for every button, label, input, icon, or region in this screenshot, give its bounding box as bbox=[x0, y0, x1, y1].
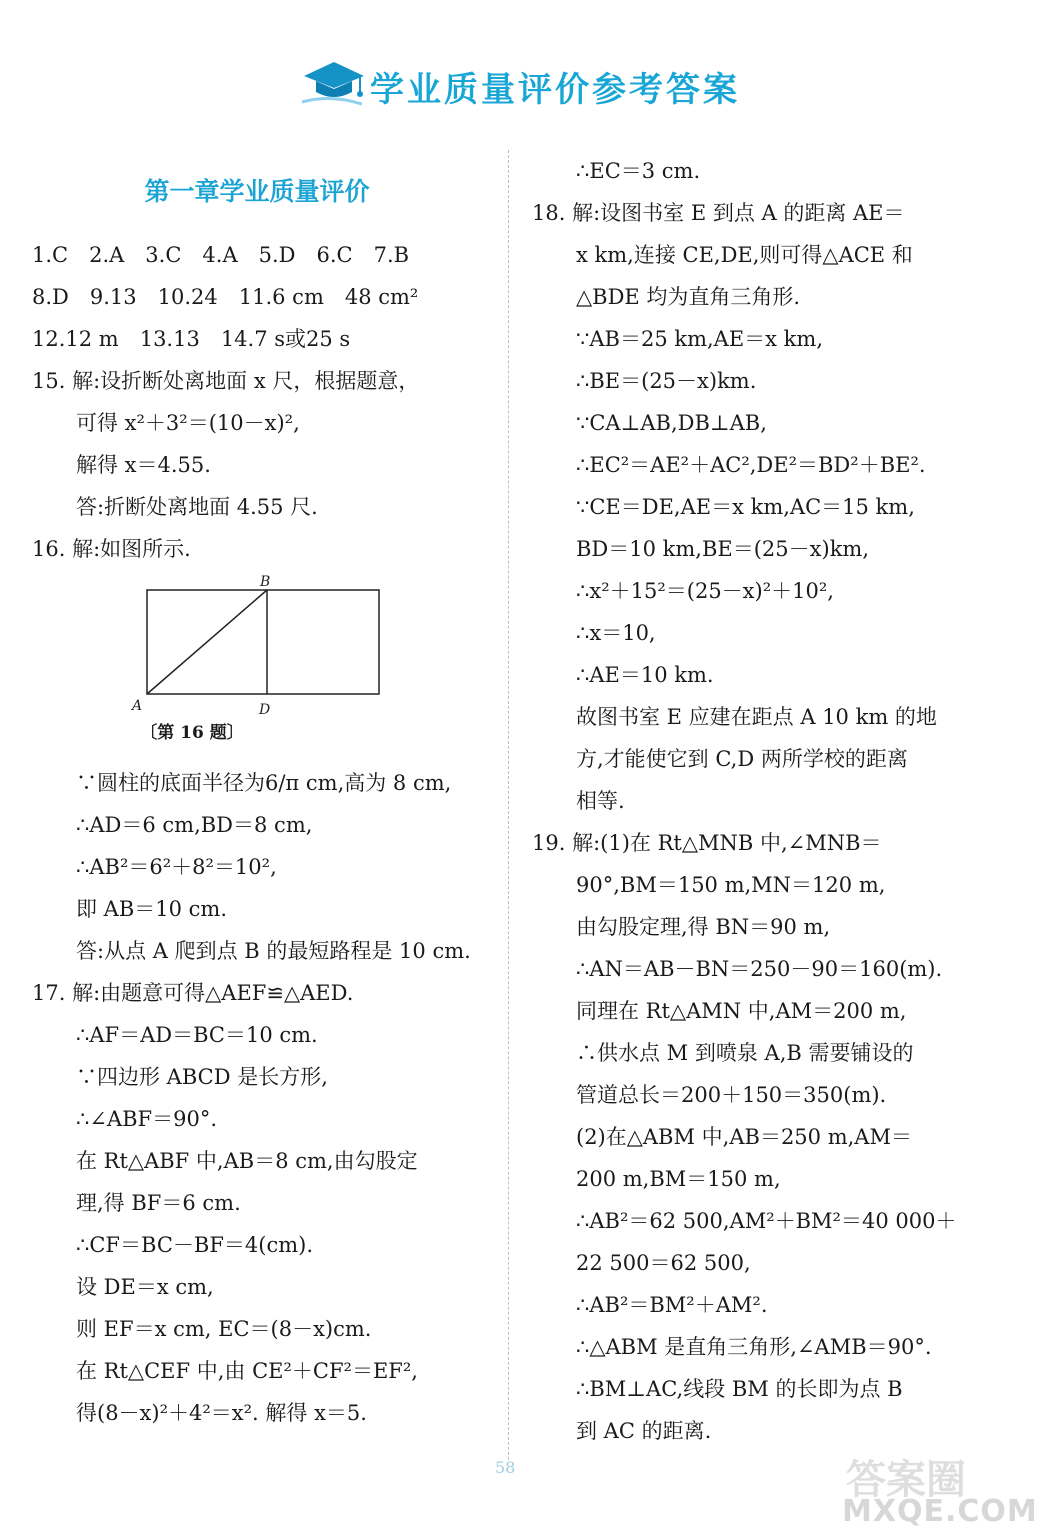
answer-line: 方,才能使它到 C,D 两所学校的距离 bbox=[576, 747, 908, 771]
answer-line: 可得 x²＋3²＝(10－x)², bbox=[76, 411, 300, 435]
label-b: B bbox=[260, 574, 271, 590]
answer-line: ∴BM⊥AC,线段 BM 的长即为点 B bbox=[576, 1377, 903, 1401]
answer-line: 则 EF＝x cm, EC＝(8－x)cm. bbox=[76, 1317, 372, 1341]
answer-line: △BDE 均为直角三角形. bbox=[576, 285, 801, 309]
answer-line: 设 DE＝x cm, bbox=[76, 1275, 214, 1299]
page-number: 58 bbox=[495, 1458, 516, 1477]
answer-line: ∴△ABM 是直角三角形,∠AMB＝90°. bbox=[576, 1335, 932, 1359]
answer-line: ∴AB²＝6²＋8²＝10², bbox=[76, 855, 277, 879]
answer-line: ∴AF＝AD＝BC＝10 cm. bbox=[76, 1023, 318, 1047]
rectangle-diagram bbox=[122, 570, 392, 720]
label-a: A bbox=[132, 698, 143, 714]
answer-line: ∵CA⊥AB,DB⊥AB, bbox=[576, 411, 767, 435]
answer-line: 17. 解:由题意可得△AEF≌△AED. bbox=[32, 981, 354, 1005]
answer-line: ∴x²＋15²＝(25－x)²＋10², bbox=[576, 579, 834, 603]
answer-line: ∴供水点 M 到喷泉 A,B 需要铺设的 bbox=[576, 1041, 914, 1065]
watermark-logo: 答案圈 bbox=[846, 1457, 966, 1503]
page-header bbox=[0, 52, 1014, 122]
chapter-title: 第一章学业质量评价 bbox=[144, 177, 370, 206]
answer-line: ∴CF＝BC－BF＝4(cm). bbox=[76, 1233, 313, 1257]
answer-line: 1.C 2.A 3.C 4.A 5.D 6.C 7.B bbox=[32, 243, 410, 267]
answer-line: 答:从点 A 爬到点 B 的最短路程是 10 cm. bbox=[76, 939, 471, 963]
answer-line: ∴BE＝(25－x)km. bbox=[576, 369, 757, 393]
answer-line: 答:折断处离地面 4.55 尺. bbox=[76, 495, 318, 519]
answer-line: ∴∠ABF＝90°. bbox=[76, 1107, 218, 1131]
right-column bbox=[532, 150, 982, 1452]
answer-line: 到 AC 的距离. bbox=[576, 1419, 712, 1443]
answer-line: 在 Rt△CEF 中,由 CE²＋CF²＝EF², bbox=[76, 1359, 418, 1383]
answer-line: 由勾股定理,得 BN＝90 m, bbox=[576, 915, 831, 939]
answer-line: (2)在△ABM 中,AB＝250 m,AM＝ bbox=[576, 1125, 912, 1149]
answer-line: 故图书室 E 应建在距点 A 10 km 的地 bbox=[576, 705, 937, 729]
answer-line: x km,连接 CE,DE,则可得△ACE 和 bbox=[576, 243, 913, 267]
label-d: D bbox=[259, 702, 271, 718]
answer-line: BD＝10 km,BE＝(25－x)km, bbox=[576, 537, 870, 561]
answer-line: ∴AN＝AB－BN＝250－90＝160(m). bbox=[576, 957, 943, 981]
answer-line: ∵CE＝DE,AE＝x km,AC＝15 km, bbox=[576, 495, 915, 519]
answer-line: 管道总长＝200＋150＝350(m). bbox=[576, 1083, 887, 1107]
answer-line: 12.12 m 13.13 14.7 s或25 s bbox=[32, 327, 351, 351]
answer-line: 90°,BM＝150 m,MN＝120 m, bbox=[576, 873, 886, 897]
answer-line: 18. 解:设图书室 E 到点 A 的距离 AE＝ bbox=[532, 201, 905, 225]
answer-line: 即 AB＝10 cm. bbox=[76, 897, 228, 921]
answer-line: 22 500＝62 500, bbox=[576, 1251, 751, 1275]
header-title: 学业质量评价参考答案 bbox=[370, 70, 740, 110]
column-divider bbox=[508, 150, 509, 1460]
answer-line: 19. 解:(1)在 Rt△MNB 中,∠MNB＝ bbox=[532, 831, 882, 855]
answer-line: 15. 解:设折断处离地面 x 尺，根据题意， bbox=[32, 369, 420, 393]
figure-16 bbox=[32, 570, 482, 762]
answer-line: ∵AB＝25 km,AE＝x km, bbox=[576, 327, 823, 351]
answer-line: 解得 x＝4.55. bbox=[76, 453, 211, 477]
answer-line: ∴x＝10, bbox=[576, 621, 656, 645]
left-column bbox=[32, 150, 482, 1434]
answer-line: 16. 解:如图所示. bbox=[32, 537, 191, 561]
answer-line: 200 m,BM＝150 m, bbox=[576, 1167, 781, 1191]
answer-line: ∴EC²＝AE²＋AC²,DE²＝BD²＋BE². bbox=[576, 453, 926, 477]
answer-line: ∴AD＝6 cm,BD＝8 cm, bbox=[76, 813, 313, 837]
answer-line: ∴AE＝10 km. bbox=[576, 663, 714, 687]
answer-line: 在 Rt△ABF 中,AB＝8 cm,由勾股定 bbox=[76, 1149, 418, 1173]
answer-line: ∴EC＝3 cm. bbox=[576, 159, 701, 183]
answer-line: 同理在 Rt△AMN 中,AM＝200 m, bbox=[576, 999, 907, 1023]
answer-line: 得(8－x)²＋4²＝x². 解得 x＝5. bbox=[76, 1401, 367, 1425]
watermark-url: MXQE.COM bbox=[842, 1494, 1038, 1529]
answer-line: ∵圆柱的底面半径为6/π cm,高为 8 cm, bbox=[76, 771, 452, 795]
answer-line: 理,得 BF＝6 cm. bbox=[76, 1191, 241, 1215]
graduation-cap-icon bbox=[300, 56, 366, 108]
answer-line: ∴AB²＝62 500,AM²＋BM²＝40 000＋ bbox=[576, 1209, 957, 1233]
answer-line: ∵四边形 ABCD 是长方形, bbox=[76, 1065, 328, 1089]
answer-line: 8.D 9.13 10.24 11.6 cm 48 cm² bbox=[32, 285, 419, 309]
figure-caption: 〔第 16 题〕 bbox=[140, 723, 244, 743]
answer-line: 相等. bbox=[576, 789, 625, 813]
answer-line: ∴AB²＝BM²＋AM². bbox=[576, 1293, 768, 1317]
